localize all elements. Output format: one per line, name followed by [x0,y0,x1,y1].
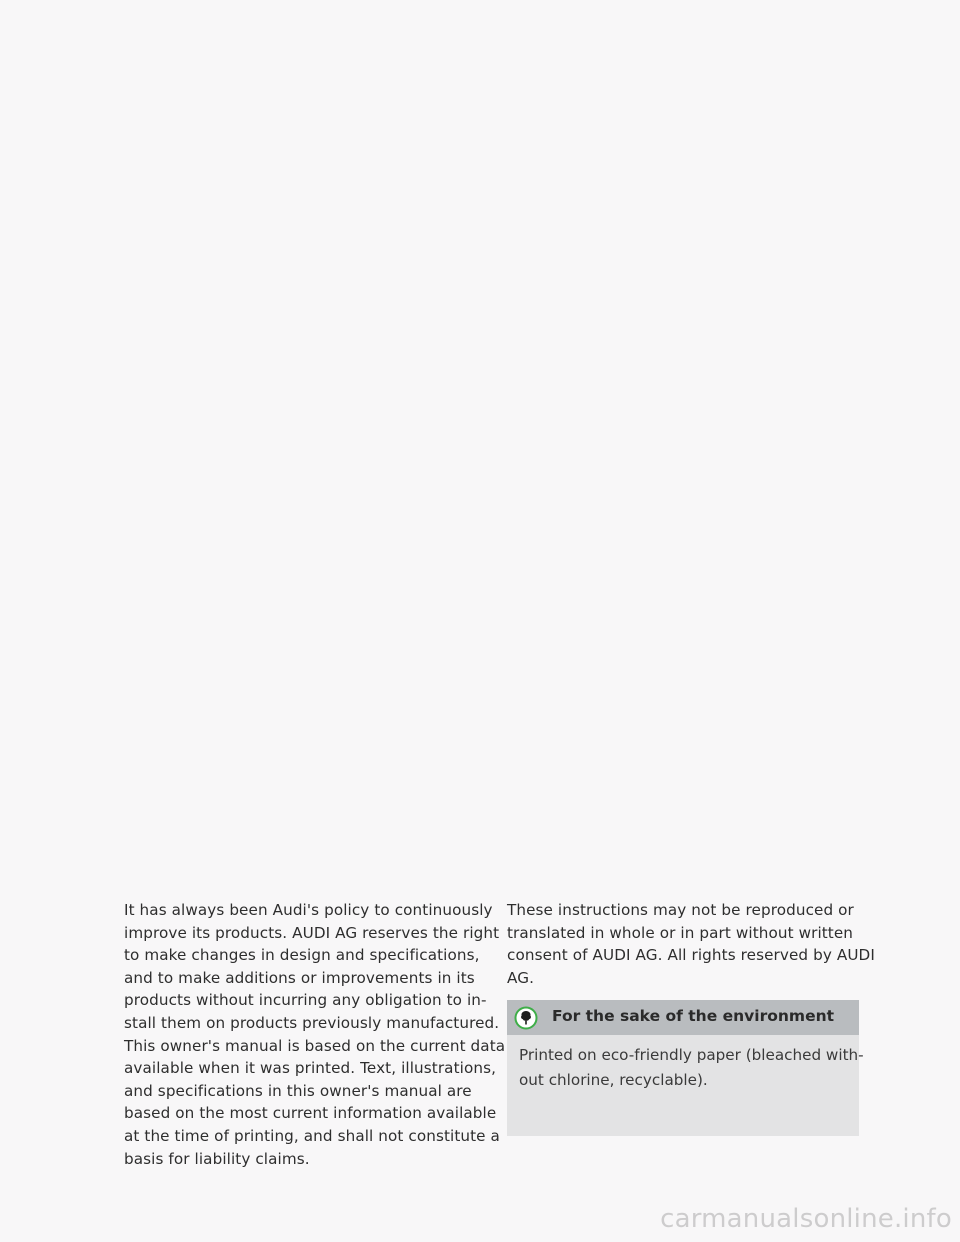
copyright-column [507,899,875,1089]
tree-icon [514,1006,538,1030]
copyright-line: consent of AUDI AG. All rights reserved by AUDI [507,946,875,965]
policy-line: products without incurring any obligation to in- [124,991,487,1010]
policy-line: basis for liability claims. [124,1149,310,1168]
copyright-paragraph [507,899,875,989]
policy-line: This owner's manual is based on the current data [124,1036,506,1055]
copyright-line: These instructions may not be reproduced or [507,901,854,919]
environment-note [507,1000,864,1136]
copyright-line: translated in whole or in part without written [507,923,854,942]
policy-line: It has always been Audi's policy to continuously [124,901,493,919]
policy-line: based on the most current information available [124,1104,497,1123]
policy-line: to make changes in design and specifications, [124,946,480,965]
environment-note-line: out chlorine, recyclable). [519,1071,708,1089]
policy-line: and to make additions or improvements in its [124,968,475,987]
policy-paragraph [124,899,506,1170]
policy-line: available when it was printed. Text, illustrations, [124,1059,497,1078]
policy-line: stall them on products previously manufactured. [124,1013,500,1032]
policy-line: improve its products. AUDI AG reserves the right [124,923,500,942]
environment-note-header [507,1000,859,1035]
policy-line: at the time of printing, and shall not constitute a [124,1126,500,1145]
watermark: carmanualsonline.info [660,1204,952,1234]
environment-note-line: Printed on eco-friendly paper (bleached with- [519,1046,864,1064]
environment-note-body [507,1035,864,1093]
policy-line: and specifications in this owner's manual are [124,1081,472,1100]
environment-note-title: For the sake of the environment [552,1007,835,1025]
copyright-line: AG. [507,968,535,987]
